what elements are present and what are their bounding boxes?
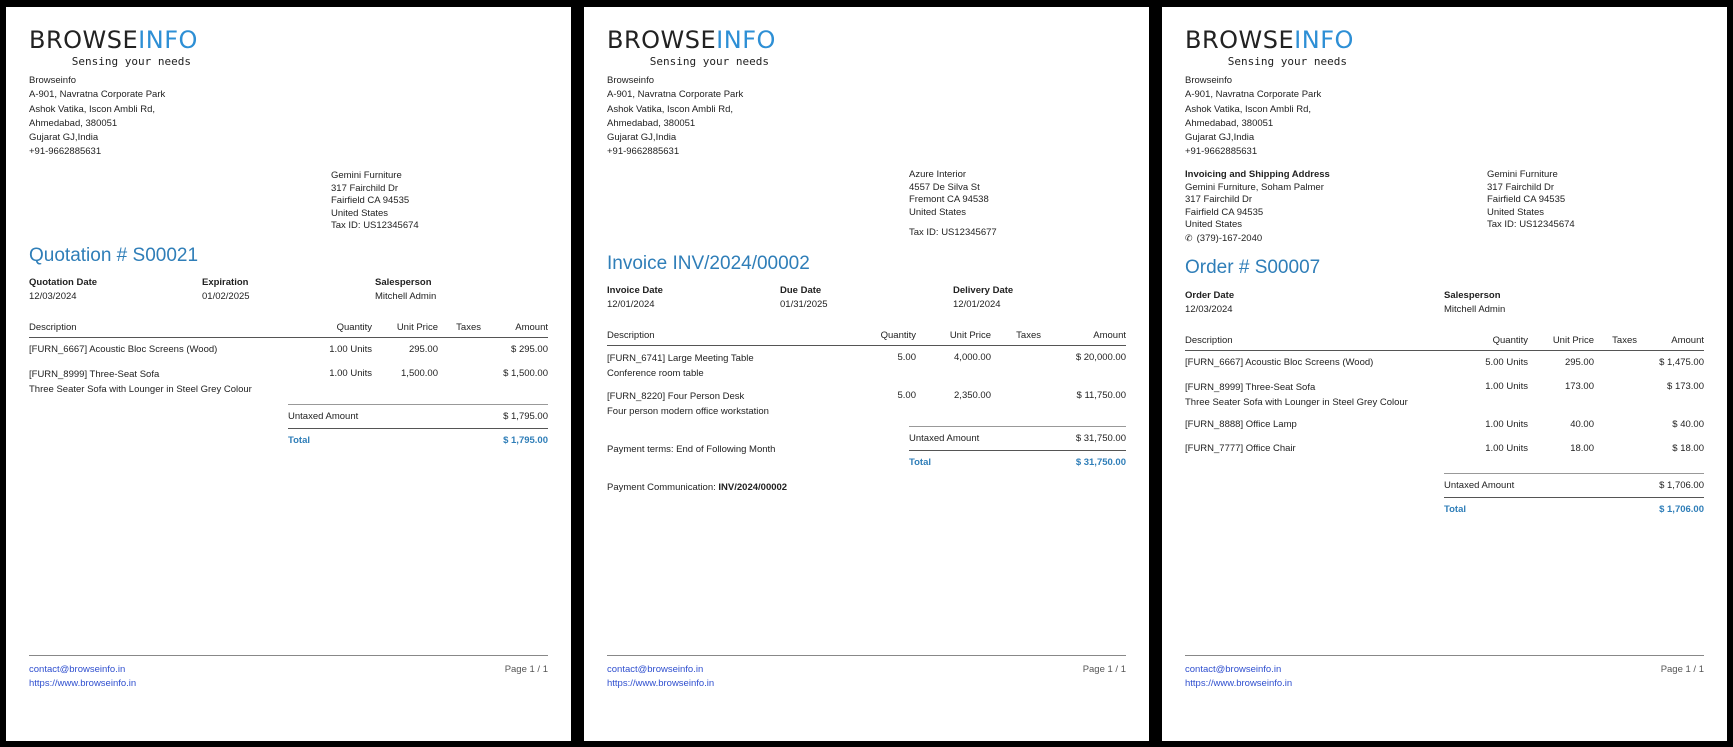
total-row: Total $ 1,795.00 xyxy=(288,428,548,452)
customer-address: Gemini Furniture 317 Fairchild Dr Fairfield CA 94535 United States Tax ID: US12345674 xyxy=(1487,169,1575,230)
company-logo: BROWSEINFO Sensing your needs xyxy=(1185,27,1365,68)
page-footer xyxy=(1185,655,1704,691)
phone-icon: ✆ xyxy=(1185,232,1193,243)
shipping-address: Invoicing and Shipping Address Gemini Furniture, Soham Palmer 317 Fairchild Dr Fairfield CA 94535 United States ✆ (379)-167-2040 xyxy=(1185,169,1330,244)
document-meta: Quotation Date 12/03/2024 Expiration 01/02/2025 Salesperson Mitchell Admin xyxy=(29,277,437,302)
table-row: [FURN_7777] Office Chair 1.00 Units 18.00 $ 18.00 xyxy=(1185,443,1704,454)
totals-block xyxy=(1444,473,1704,521)
table-header: Description Quantity Unit Price Taxes Amount xyxy=(29,322,548,338)
table-row: [FURN_8999] Three-Seat Sofa Three Seater Sofa with Lounger in Steel Grey Colour 1.00 Units 1,500.00 $ 1,500.00 xyxy=(29,368,548,395)
payment-communication: Payment Communication: INV/2024/00002 xyxy=(607,482,788,493)
customer-address: Gemini Furniture 317 Fairchild Dr Fairfield CA 94535 United States Tax ID: US12345674 xyxy=(331,170,419,231)
company-address: Browseinfo A-901, Navratna Corporate Park Ashok Vatika, Iscon Ambli Rd, Ahmedabad, 380051 Gujarat GJ,India +91-9662885631 xyxy=(607,75,744,158)
company-logo: BROWSEINFO Sensing your needs xyxy=(607,27,787,68)
email-link[interactable]: contact@browseinfo.in xyxy=(607,664,704,675)
document-meta: Invoice Date 12/01/2024 Due Date 01/31/2025 Delivery Date 12/01/2024 xyxy=(607,285,1014,310)
document-meta: Order Date 12/03/2024 Salesperson Mitchell Admin xyxy=(1185,290,1506,315)
table-row: [FURN_8220] Four Person Desk Four person modern office workstation 5.00 2,350.00 $ 11,750.00 xyxy=(607,390,1126,417)
totals-block xyxy=(909,426,1126,474)
table-row: [FURN_6667] Acoustic Bloc Screens (Wood) 1.00 Units 295.00 $ 295.00 xyxy=(29,344,548,355)
logo-tagline: Sensing your needs xyxy=(71,55,191,68)
website-link[interactable]: https://www.browseinfo.in xyxy=(29,678,137,689)
table-header: Description Quantity Unit Price Taxes Amount xyxy=(607,330,1126,346)
email-link[interactable]: contact@browseinfo.in xyxy=(1185,664,1282,675)
document-title: Order # S00007 xyxy=(1185,257,1321,278)
document-title: Quotation # S00021 xyxy=(29,245,199,266)
phone: ✆ (379)-167-2040 xyxy=(1185,232,1263,244)
untaxed-row: Untaxed Amount $ 1,795.00 xyxy=(288,404,548,428)
invoice-page xyxy=(584,7,1149,741)
page-footer xyxy=(607,655,1126,691)
invoice-lines-table xyxy=(607,330,1126,420)
table-header: Description Quantity Unit Price Taxes Amount xyxy=(1185,335,1704,351)
logo-tagline: Sensing your needs xyxy=(1227,55,1347,68)
document-title: Invoice INV/2024/00002 xyxy=(607,253,810,274)
order-lines-table xyxy=(1185,335,1704,467)
email-link[interactable]: contact@browseinfo.in xyxy=(29,664,126,675)
page-number: Page 1 / 1 xyxy=(504,664,548,675)
table-row: [FURN_8888] Office Lamp 1.00 Units 40.00 $ 40.00 xyxy=(1185,419,1704,430)
company-address: Browseinfo A-901, Navratna Corporate Park Ashok Vatika, Iscon Ambli Rd, Ahmedabad, 380051 Gujarat GJ,India +91-9662885631 xyxy=(29,75,166,158)
payment-terms: Payment terms: End of Following Month xyxy=(607,444,776,455)
page-number: Page 1 / 1 xyxy=(1082,664,1126,675)
page-footer xyxy=(29,655,548,691)
customer-address: Azure Interior 4557 De Silva St Fremont CA 94538 United States Tax ID: US12345677 xyxy=(909,169,997,238)
page-number: Page 1 / 1 xyxy=(1660,664,1704,675)
table-row: [FURN_6741] Large Meeting Table Conference room table 5.00 4,000.00 $ 20,000.00 xyxy=(607,352,1126,379)
untaxed-row: Untaxed Amount $ 31,750.00 xyxy=(909,426,1126,450)
total-row: Total $ 31,750.00 xyxy=(909,450,1126,474)
logo-tagline: Sensing your needs xyxy=(649,55,769,68)
quotation-page xyxy=(6,7,571,741)
total-row: Total $ 1,706.00 xyxy=(1444,497,1704,521)
table-row: [FURN_8999] Three-Seat Sofa Three Seater Sofa with Lounger in Steel Grey Colour 1.00 Units 173.00 $ 173.00 xyxy=(1185,381,1704,408)
website-link[interactable]: https://www.browseinfo.in xyxy=(607,678,715,689)
untaxed-row: Untaxed Amount $ 1,706.00 xyxy=(1444,473,1704,497)
website-link[interactable]: https://www.browseinfo.in xyxy=(1185,678,1293,689)
table-row: [FURN_6667] Acoustic Bloc Screens (Wood) 5.00 Units 295.00 $ 1,475.00 xyxy=(1185,357,1704,368)
order-lines-table xyxy=(29,322,548,398)
totals-block xyxy=(288,404,548,452)
order-page xyxy=(1162,7,1727,741)
company-logo: BROWSEINFO Sensing your needs xyxy=(29,27,209,68)
company-address: Browseinfo A-901, Navratna Corporate Park Ashok Vatika, Iscon Ambli Rd, Ahmedabad, 380051 Gujarat GJ,India +91-9662885631 xyxy=(1185,75,1322,158)
